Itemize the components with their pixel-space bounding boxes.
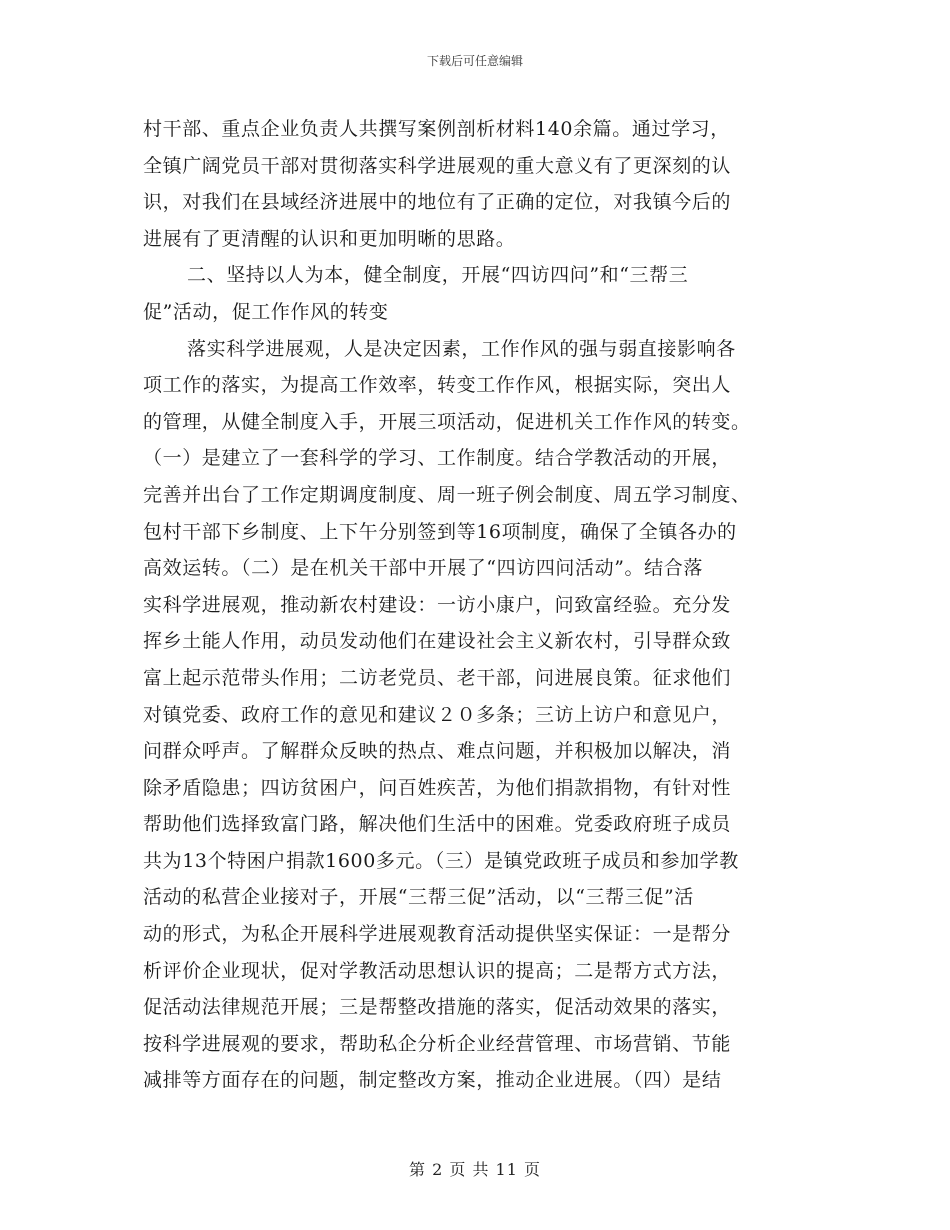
text-line: 识，对我们在县域经济进展中的地位有了正确的定位，对我镇今后的 [143, 191, 732, 214]
text-line: 富上起示范带头作用；二访老党员、老干部，问进展良策。征求他们 [143, 666, 732, 689]
text-line: 项工作的落实，为提高工作效率，转变工作作风，根据实际，突出人 [143, 374, 732, 397]
text-line: 按科学进展观的要求，帮助私企分析企业经营管理、市场营销、节能 [143, 1032, 732, 1055]
text-line: 进展有了更清醒的认识和更加明晰的思路。 [143, 227, 516, 250]
section-heading-line: 二、坚持以人为本，健全制度，开展“四访四问”和“三帮三 [187, 264, 689, 287]
text-line: 促活动法律规范开展；三是帮整改措施的落实，促活动效果的落实， [143, 996, 732, 1019]
page-number-footer: 第 2 页 共 11 页 [409, 1160, 541, 1179]
text-line: 完善并出台了工作定期调度制度、周一班子例会制度、周五学习制度、 [143, 483, 751, 506]
text-line: 共为13个特困户捐款1600多元。（三）是镇党政班子成员和参加学教 [143, 849, 739, 872]
text-line: 实科学进展观，推动新农村建设：一访小康户，问致富经验。充分发 [143, 593, 732, 616]
text-line: 减排等方面存在的问题，制定整改方案，推动企业进展。（四）是结 [143, 1069, 722, 1092]
text-line: 帮助他们选择致富门路，解决他们生活中的困难。党委政府班子成员 [143, 813, 732, 836]
text-line: 的管理，从健全制度入手，开展三项活动，促进机关工作作风的转变。 [143, 410, 751, 433]
paragraph-start-line: 落实科学进展观，人是决定因素，工作作风的强与弱直接影响各 [187, 337, 736, 360]
text-line: 活动的私营企业接对子，开展“三帮三促”活动，以“三帮三促”活 [143, 886, 694, 909]
text-line: 包村干部下乡制度、上下午分别签到等16项制度，确保了全镇各办的 [143, 520, 737, 543]
document-body [143, 111, 813, 1099]
text-line: 析评价企业现状，促对学教活动思想认识的提高；二是帮方式方法， [143, 959, 732, 982]
text-line: 高效运转。（二）是在机关干部中开展了“四访四问活动”。结合落 [143, 557, 703, 580]
text-line: 全镇广阔党员干部对贯彻落实科学进展观的重大意义有了更深刻的认 [143, 154, 732, 177]
text-line: 村干部、重点企业负责人共撰写案例剖析材料140余篇。通过学习， [143, 118, 730, 140]
text-line: 动的形式，为私企开展科学进展观教育活动提供坚实保证：一是帮分 [143, 923, 732, 946]
text-line: 对镇党委、政府工作的意见和建议２０多条；三访上访户和意见户， [143, 703, 732, 726]
text-line: 挥乡土能人作用，动员发动他们在建设社会主义新农村，引导群众致 [143, 630, 732, 653]
text-line: （一）是建立了一套科学的学习、工作制度。结合学教活动的开展， [143, 447, 732, 470]
page-header: 下载后可任意编辑 [426, 54, 523, 68]
text-line: 问群众呼声。了解群众反映的热点、难点问题，并积极加以解决，消 [143, 740, 732, 763]
text-line: 除矛盾隐患；四访贫困户，问百姓疾苦，为他们捐款捐物，有针对性 [143, 776, 732, 799]
section-heading-line: 促”活动，促工作作风的转变 [143, 300, 389, 323]
